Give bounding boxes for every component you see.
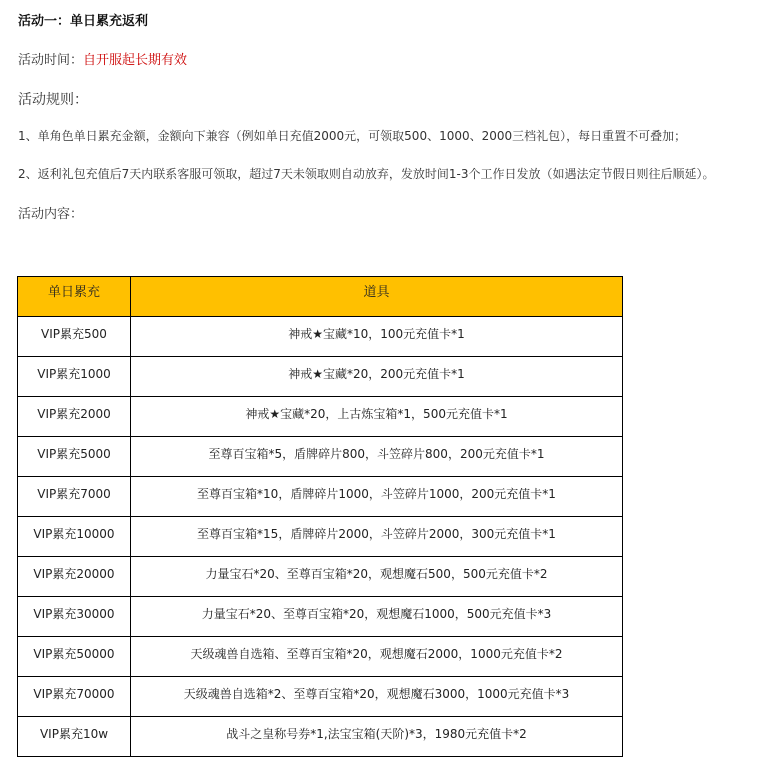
tier-cell: VIP累充10w	[18, 717, 131, 757]
table-row	[18, 357, 623, 397]
time-value: 自开服起长期有效	[83, 53, 188, 68]
tier-cell: VIP累充10000	[18, 517, 131, 557]
table-row	[18, 317, 623, 357]
items-cell: 力量宝石*20、至尊百宝箱*20，观想魔石1000，500元充值卡*3	[131, 597, 623, 637]
items-cell: 天级魂兽自选箱、至尊百宝箱*20，观想魔石2000，1000元充值卡*2	[131, 637, 623, 677]
tier-cell: VIP累充1000	[18, 357, 131, 397]
activity-title: 活动一：单日累充返利	[18, 14, 149, 29]
activity-time	[18, 49, 187, 68]
tier-cell: VIP累充30000	[18, 597, 131, 637]
items-cell: 至尊百宝箱*10，盾牌碎片1000，斗笠碎片1000，200元充值卡*1	[131, 477, 623, 517]
content-heading: 活动内容：	[18, 207, 84, 222]
items-cell: 神戒★宝藏*20，200元充值卡*1	[131, 357, 623, 397]
header-items: 道具	[131, 277, 623, 317]
tier-cell: VIP累充20000	[18, 557, 131, 597]
table-row	[18, 597, 623, 637]
table-row	[18, 437, 623, 477]
tier-cell: VIP累充70000	[18, 677, 131, 717]
items-cell: 力量宝石*20、至尊百宝箱*20，观想魔石500，500元充值卡*2	[131, 557, 623, 597]
tier-cell: VIP累充7000	[18, 477, 131, 517]
items-cell: 战斗之皇称号券*1,法宝宝箱(天阶)*3，1980元充值卡*2	[131, 717, 623, 757]
table-row	[18, 637, 623, 677]
items-cell: 神戒★宝藏*20，上古炼宝箱*1，500元充值卡*1	[131, 397, 623, 437]
table-row	[18, 677, 623, 717]
table-row	[18, 477, 623, 517]
rules-heading: 活动规则：	[18, 92, 88, 108]
rule-1: 1、单角色单日累充金额，金额向下兼容（例如单日充值2000元，可领取500、1000、2000三档礼包），每日重置不可叠加；	[18, 129, 687, 143]
tier-cell: VIP累充5000	[18, 437, 131, 477]
tier-cell: VIP累充2000	[18, 397, 131, 437]
items-cell: 至尊百宝箱*15，盾牌碎片2000，斗笠碎片2000，300元充值卡*1	[131, 517, 623, 557]
table-row	[18, 557, 623, 597]
rule-2: 2、返利礼包充值后7天内联系客服可领取，超过7天未领取则自动放弃，发放时间1-3个工作日发放（如遇法定节假日则往后顺延）。	[18, 167, 715, 181]
items-cell: 至尊百宝箱*5，盾牌碎片800，斗笠碎片800，200元充值卡*1	[131, 437, 623, 477]
table-row	[18, 397, 623, 437]
table-header-row	[18, 277, 623, 317]
table-row	[18, 517, 623, 557]
tier-cell: VIP累充500	[18, 317, 131, 357]
reward-table	[17, 276, 623, 757]
items-cell: 天级魂兽自选箱*2、至尊百宝箱*20，观想魔石3000，1000元充值卡*3	[131, 677, 623, 717]
table-row	[18, 717, 623, 757]
time-label: 活动时间：	[18, 53, 84, 68]
tier-cell: VIP累充50000	[18, 637, 131, 677]
header-cumulative: 单日累充	[18, 277, 131, 317]
items-cell: 神戒★宝藏*10，100元充值卡*1	[131, 317, 623, 357]
